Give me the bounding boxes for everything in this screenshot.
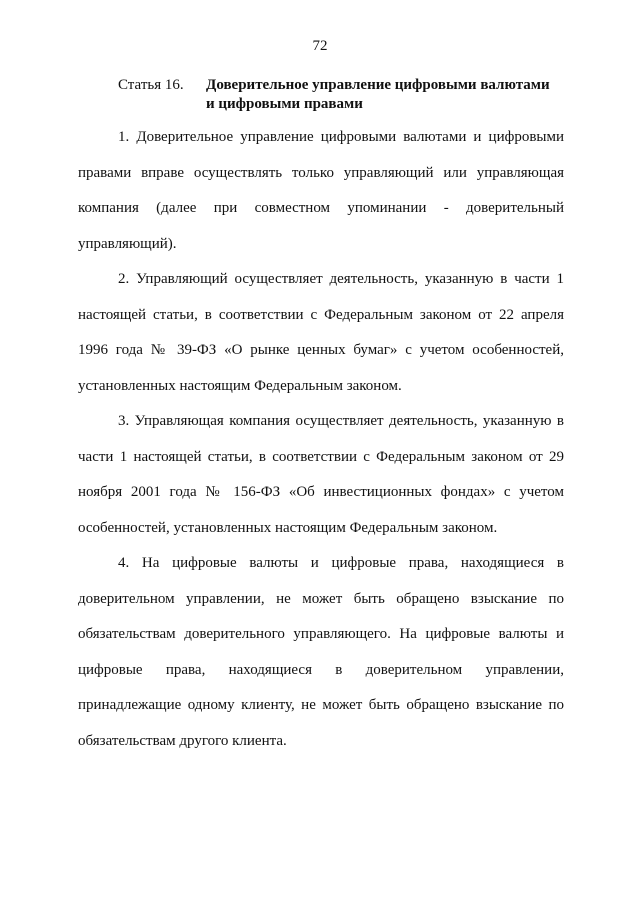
article-label: Статья 16. — [118, 77, 184, 93]
page-number: 72 — [312, 38, 328, 54]
article-title-line-1: Доверительное управление цифровыми валютами — [206, 77, 550, 93]
article-header — [118, 76, 578, 114]
paragraph-3: 3. Управляющая компания осуществляет деятельность, указанную в части 1 настоящей статьи, в соответствии с Федеральным законом от 29 ноября 2001 года № 156-ФЗ «Об инвестиционных фондах» с учетом особенностей, установленных настоящим Федеральным законом. — [78, 413, 564, 536]
paragraph-4: 4. На цифровые валюты и цифровые права, находящиеся в доверительном управлении, не может быть обращено взыскание по обязательствам доверительного управляющего. На цифровые валюты и цифровые права, находящиеся в доверительном управлении, принадлежащие одному клиенту, не может быть обращено взыскание по обязательствам другого клиента. — [78, 555, 564, 749]
article-body — [78, 120, 564, 759]
article-title-line-2: и цифровыми правами — [206, 96, 363, 112]
article-title — [206, 76, 578, 114]
paragraph-2: 2. Управляющий осуществляет деятельность, указанную в части 1 настоящей статьи, в соответствии с Федеральным законом от 22 апреля 1996 года № 39-ФЗ «О рынке ценных бумаг» с учетом особенностей, установленных настоящим Федеральным законом. — [78, 271, 564, 394]
paragraph-1: 1. Доверительное управление цифровыми валютами и цифровыми правами вправе осуществлять только управляющий или управляющая компания (далее при совместном упоминании - доверительный управляющий). — [78, 129, 564, 252]
